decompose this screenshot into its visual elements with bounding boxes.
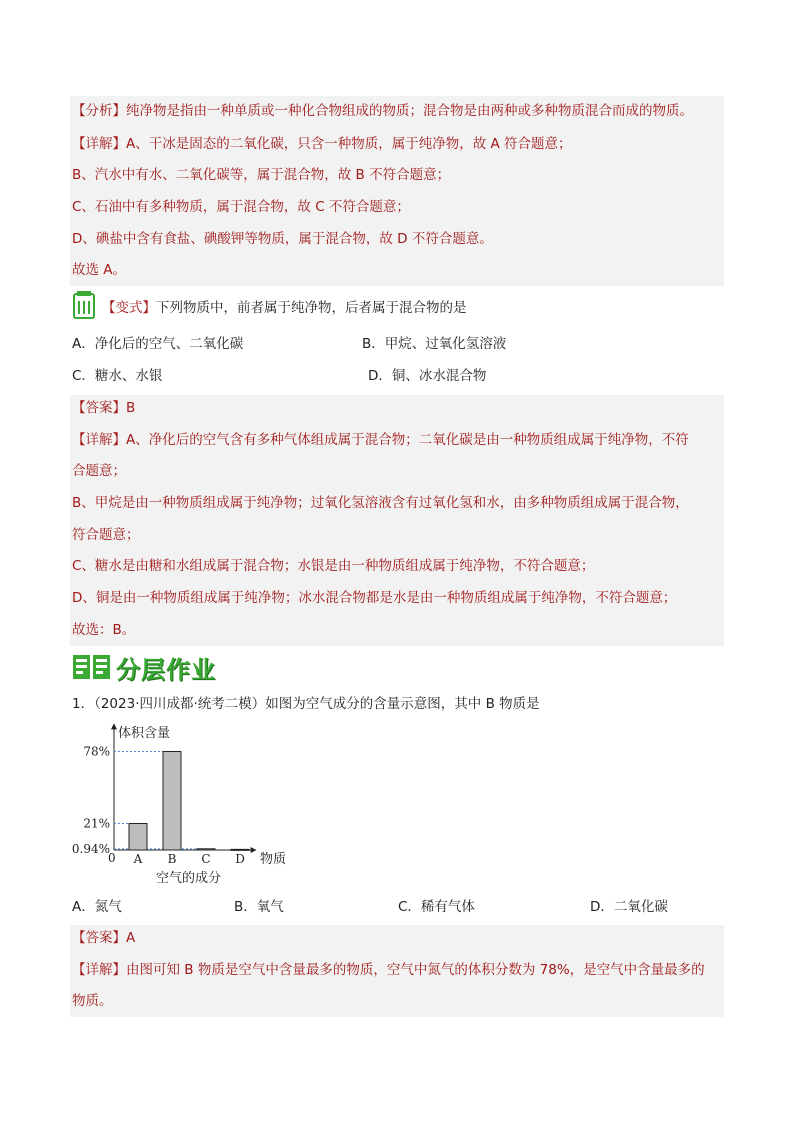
section-title: 分层作业	[116, 655, 216, 684]
detail2-conclusion: 故选：B。	[72, 622, 136, 638]
detail2-line-a2: 合题意；	[72, 463, 126, 479]
bars-group	[129, 751, 249, 850]
detail3-text-1: 由图可知 B 物质是空气中含量最多的物质，空气中氮气的体积分数为 78%，是空气中含量最多的	[126, 962, 705, 978]
solution-block-1	[70, 96, 724, 286]
y-tick-0: 78%	[83, 744, 110, 759]
answer-line-3	[72, 928, 135, 948]
variant-book-icon	[72, 291, 98, 321]
detail3-line-1	[72, 960, 705, 980]
detail-line-c: C、石油中有多种物质，属于混合物，故 C 不符合题意；	[72, 199, 410, 215]
detail-line-a	[72, 134, 572, 154]
variant-option-d[interactable]: D．铜、冰水混合物	[368, 368, 487, 384]
x-tick-labels	[133, 852, 245, 866]
section-banner	[72, 652, 216, 682]
answer-value-3: A	[126, 930, 136, 946]
answer-line-2	[72, 398, 135, 418]
bar-a	[129, 823, 147, 850]
detail-line-d: D、碘盐中含有食盐、碘酸钾等物质，属于混合物，故 D 不符合题意。	[72, 231, 493, 247]
detail-line-b: B、汽水中有水、二氧化碳等，属于混合物，故 B 不符合题意；	[72, 167, 451, 183]
y-tick-2: 0.94%	[71, 841, 110, 856]
detail2-line-d: D、铜是由一种物质组成属于纯净物；冰水混合物都是水是由一种物质组成属于纯净物，不符合题意；	[72, 590, 677, 606]
bar-c	[197, 849, 215, 850]
variant-question-line	[102, 298, 467, 318]
analysis-tag: 【分析】	[72, 103, 126, 119]
detail3-line-2: 物质。	[72, 993, 113, 1009]
detail2-text-a1: A、净化后的空气含有多种气体组成属于混合物；二氧化碳是由一种物质组成属于纯净物，不符	[126, 432, 689, 448]
chart-caption: 空气的成分	[156, 871, 222, 886]
variant-option-b[interactable]: B．甲烷、过氧化氢溶液	[362, 336, 507, 352]
q1-option-b[interactable]: B．氧气	[234, 899, 284, 915]
answer-tag-3: 【答案】	[72, 930, 126, 946]
answer-tag-2: 【答案】	[72, 400, 126, 416]
x-tick-a: A	[133, 852, 143, 866]
question-1-text: 1．（2023·四川成都·统考二模）如图为空气成分的含量示意图，其中 B 物质是	[72, 696, 540, 712]
y-axis-label: 体积含量	[118, 726, 171, 741]
conclusion-line: 故选 A。	[72, 262, 127, 278]
detail2-line-a1	[72, 430, 689, 450]
q1-option-a[interactable]: A．氮气	[72, 899, 122, 915]
x-axis-label: 物质	[260, 852, 287, 867]
detail-text-a: A、干冰是固态的二氧化碳，只含一种物质，属于纯净物，故 A 符合题意；	[126, 136, 572, 152]
x-tick-c: C	[201, 852, 211, 866]
y-tick-1: 21%	[83, 816, 110, 831]
variant-question: 下列物质中，前者属于纯净物，后者属于混合物的是	[156, 300, 467, 316]
y-tick-labels	[72, 744, 110, 855]
bar-b	[163, 751, 181, 850]
detail2-line-b2: 符合题意；	[72, 527, 140, 543]
answer-value-2: B	[126, 400, 136, 416]
analysis-line	[72, 101, 693, 121]
x-tick-b: B	[167, 852, 177, 866]
q1-option-d[interactable]: D．二氧化碳	[590, 899, 668, 915]
variant-option-a[interactable]: A．净化后的空气、二氧化碳	[72, 336, 244, 352]
detail-tag: 【详解】	[72, 136, 126, 152]
origin-label: 0	[108, 851, 116, 865]
analysis-text: 纯净物是指由一种单质或一种化合物组成的物质；混合物是由两种或多种物质混合而成的物质。	[126, 103, 693, 119]
detail2-line-b1: B、甲烷是由一种物质组成属于纯净物；过氧化氢溶液含有过氧化氢和水，由多种物质组成属于混合物，	[72, 495, 689, 511]
q1-option-c[interactable]: C．稀有气体	[398, 899, 475, 915]
x-tick-d: D	[235, 852, 245, 866]
detail-tag-3: 【详解】	[72, 962, 126, 978]
variant-tag: 【变式】	[102, 300, 156, 316]
homework-icon	[72, 654, 112, 680]
bar-d	[231, 849, 249, 850]
variant-option-c[interactable]: C．糖水、水银	[72, 368, 163, 384]
air-composition-chart	[66, 720, 306, 890]
detail-tag-2: 【详解】	[72, 432, 126, 448]
detail2-line-c: C、糖水是由糖和水组成属于混合物；水银是由一种物质组成属于纯净物，不符合题意；	[72, 558, 595, 574]
